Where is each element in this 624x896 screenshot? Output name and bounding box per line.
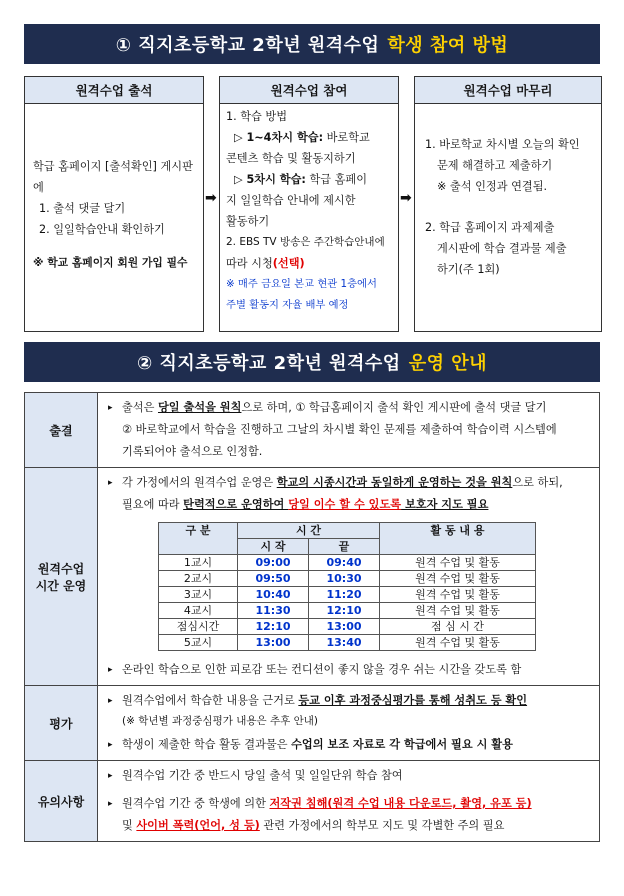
end-time-cell: 10:30 [309,571,380,587]
start-time-cell: 12:10 [238,619,309,635]
participation-line: 콘텐츠 학습 및 활동지하기 [226,152,356,165]
start-time-cell: 09:50 [238,571,309,587]
attendance-box [24,76,204,332]
optional-tag: (선택) [272,257,305,270]
list-item-cont: 및 사이버 폭력(언어, 성 등) 관련 가정에서의 학부모 지도 및 각별한 주의 필요 [122,819,505,832]
finish-line: 1. 바로학교 차시별 오늘의 확인 [425,138,580,151]
table-row [25,393,600,468]
period-cell: 2교시 [159,571,238,587]
period-cell: 점심시간 [159,619,238,635]
end-time-cell: 09:40 [309,555,380,571]
attendance-box-title: 원격수업 출석 [25,77,203,104]
participation-box [219,76,399,332]
finish-box-title: 원격수업 마무리 [415,77,601,104]
schedule-row [159,619,536,635]
banner-highlight: 운영 안내 [408,353,488,374]
list-item-cont: (※ 학년별 과정중심평가 내용은 추후 안내) [122,715,318,727]
schedule-row [159,571,536,587]
signup-note: ※ 학교 홈페이지 회원 가입 필수 [33,256,188,269]
list-item: ▸ 원격수업 기간 중 학생에 의한 저작권 침해(원격 수업 내용 다운로드, 촬영, 유포 등) [102,793,587,815]
lesson-1-4-label: ▷ 1~4차시 학습: [234,131,324,144]
table-row [25,686,600,761]
right-arrow-icon: ➡ [205,190,217,206]
lesson-5-text: 학급 홈페이 [305,173,368,186]
sched-header: 활 동 내 용 [380,523,536,555]
attendance-step: 2. 일일학습안내 확인하기 [39,223,165,236]
banner-title: ② 직지초등학교 2학년 원격수업 [136,353,401,374]
ebs-line: 2. EBS TV 방송은 주간학습안내에 [226,236,385,248]
table-row [25,761,600,842]
row-label-time [25,468,98,686]
lesson-1-4-text: 바로학교 [323,131,370,144]
section-banner-participation [24,24,600,64]
activity-cell: 원격 수업 및 활동 [380,555,536,571]
sched-header: 시 간 [238,523,380,539]
end-time-cell: 11:20 [309,587,380,603]
row-label-line: 시간 운영 [35,578,87,593]
end-time-cell: 13:00 [309,619,380,635]
activity-cell: 원격 수업 및 활동 [380,571,536,587]
period-cell: 5교시 [159,635,238,651]
participation-box-title: 원격수업 참여 [220,77,398,104]
start-time-cell: 09:00 [238,555,309,571]
schedule-table [158,522,536,651]
attendance-line: 학급 홈페이지 [출석확인] 게시판에 [33,160,193,194]
sched-header: 구 분 [159,523,238,555]
attendance-step: 1. 출석 댓글 달기 [39,202,126,215]
method-heading: 1. 학습 방법 [226,110,288,123]
list-item-cont: 필요에 따라 탄력적으로 운영하여 당일 이수 할 수 있도록 보호자 지도 필요 [122,498,489,511]
banner-title: ① 직지초등학교 2학년 원격수업 [115,35,380,56]
right-arrow-icon: ➡ [400,190,412,206]
period-cell: 4교시 [159,603,238,619]
activity-cell: 점 심 시 간 [380,619,536,635]
participation-line: 지 일일학습 안내에 제시한 [226,194,356,207]
start-time-cell: 11:30 [238,603,309,619]
sched-header: 끝 [309,539,380,555]
start-time-cell: 13:00 [238,635,309,651]
list-item: ▸ 출석은 당일 출석을 원칙으로 하며, ① 학급홈페이지 출석 확인 게시판에 출석 댓글 달기 [102,397,587,419]
list-item-cont: 기록되어야 출석으로 인정함. [122,445,263,458]
row-label-attendance: 출결 [25,393,98,468]
row-label-caution: 유의사항 [25,761,98,842]
row-label-line: 원격수업 [37,561,85,576]
table-row [25,468,600,686]
finish-line: 문제 해결하고 제출하기 [437,159,553,172]
list-item-cont: ② 바로학교에서 학습을 진행하고 그날의 차시별 확인 문제를 제출하여 학습이력 시스템에 [122,423,557,436]
schedule-row [159,555,536,571]
schedule-row [159,635,536,651]
finish-line: 하기(주 1회) [437,263,500,276]
activity-cell: 원격 수업 및 활동 [380,603,536,619]
end-time-cell: 13:40 [309,635,380,651]
end-time-cell: 12:10 [309,603,380,619]
list-item: ▸ 각 가정에서의 원격수업 운영은 학교의 시종시간과 동일하게 운영하는 것을 원칙으로 하되, [102,472,587,494]
handout-note: 주별 활동지 자율 배부 예정 [226,299,349,311]
start-time-cell: 10:40 [238,587,309,603]
operation-table [24,392,600,842]
list-item: ▸ 온라인 학습으로 인한 피로감 또는 컨디션이 좋지 않을 경우 쉬는 시간을 갖도록 함 [102,659,587,681]
list-item: ▸ 원격수업 기간 중 반드시 당일 출석 및 일일단위 학습 참여 [102,765,587,787]
handout-note: ※ 매주 금요일 본교 현관 1층에서 [226,278,377,290]
finish-note: ※ 출석 인정과 연결됨. [437,180,548,193]
finish-line: 2. 학급 홈페이지 과제제출 [425,221,555,234]
banner-highlight: 학생 참여 방법 [387,35,509,56]
period-cell: 1교시 [159,555,238,571]
schedule-row [159,603,536,619]
list-item: ▸ 학생이 제출한 학습 활동 결과물은 수업의 보조 자료로 각 학급에서 필요 시 활용 [102,734,587,756]
activity-cell: 원격 수업 및 활동 [380,587,536,603]
lesson-5-label: ▷ 5차시 학습: [234,173,306,186]
list-item: ▸ 원격수업에서 학습한 내용을 근거로 등교 이후 과정중심평가를 통해 성취도 등 확인 [102,690,587,712]
finish-line: 게시판에 학습 결과물 제출 [437,242,567,255]
row-label-eval: 평가 [25,686,98,761]
section-banner-operation [24,342,600,382]
period-cell: 3교시 [159,587,238,603]
sched-header: 시 작 [238,539,309,555]
activity-cell: 원격 수업 및 활동 [380,635,536,651]
finish-box [414,76,602,332]
participation-line: 활동하기 [226,215,270,228]
ebs-watch: 따라 시청 [226,257,273,270]
schedule-row [159,587,536,603]
